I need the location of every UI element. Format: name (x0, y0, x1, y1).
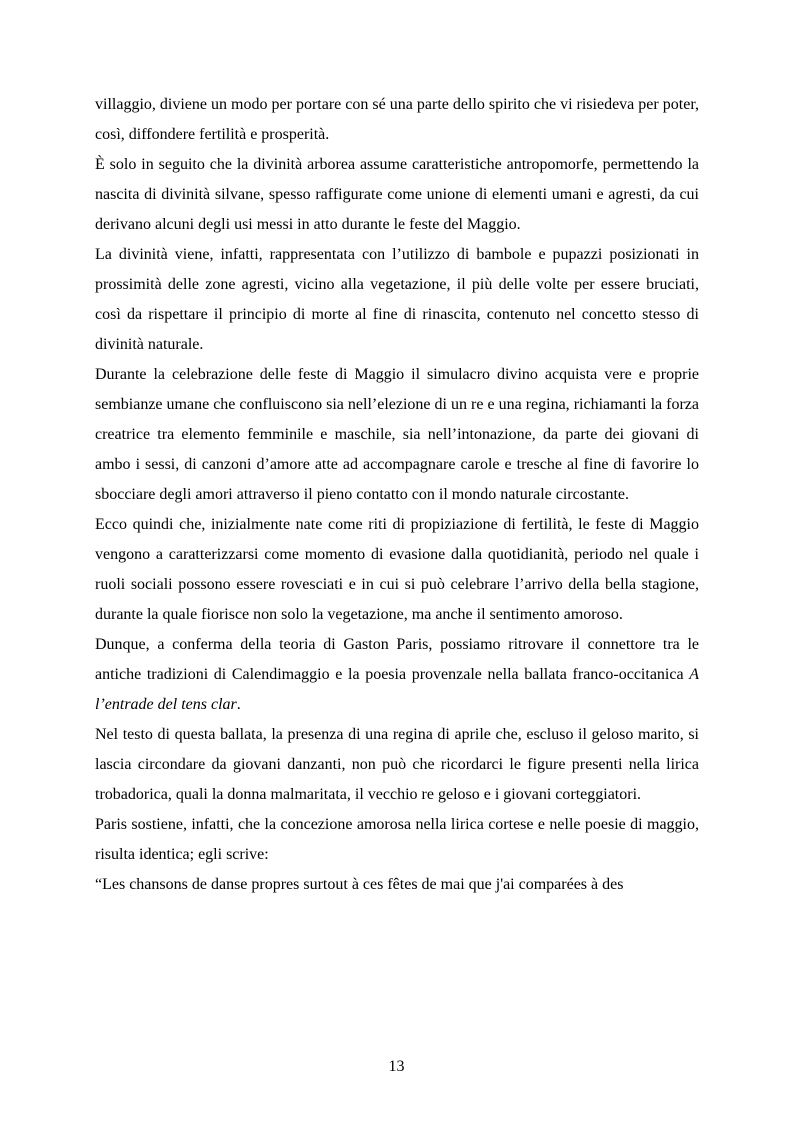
paragraph-text: . (236, 696, 241, 713)
body-text (95, 90, 699, 900)
paragraph: È solo in seguito che la divinità arborea assume caratteristiche antropomorfe, permettendo la nascita di divinità silvane, spesso raffigurate come unione di elementi umani e agresti, da cui derivano alcuni degli usi messi in atto durante le feste del Maggio. (95, 156, 699, 233)
page-number: 13 (388, 1058, 405, 1075)
quote-start: “Les chansons de danse propres surtout à ces fêtes de mai que j'ai comparées à des (95, 876, 624, 893)
paragraph-paris (95, 630, 699, 720)
paragraph: villaggio, diviene un modo per portare con sé una parte dello spirito che vi risiedeva per poter, così, diffondere fertilità e prosperità. (95, 96, 699, 143)
paragraph: Durante la celebrazione delle feste di Maggio il simulacro divino acquista vere e proprie sembianze umane che confluiscono sia nell’elezione di un re e una regina, richiamanti la forza creatrice tra elemento femminile e maschile, sia nell’intonazione, da parte dei giovani di ambo i sessi, di canzoni d’amore atte ad accompagnare carole e tresche al fine di favorire lo sbocciare degli amori attraverso il pieno contatto con il mondo naturale circostante. (95, 366, 699, 503)
paragraph: La divinità viene, infatti, rappresentata con l’utilizzo di bambole e pupazzi posizionati in prossimità delle zone agresti, vicino alla vegetazione, il più delle volte per essere bruciati, così da rispettare il principio di morte al fine di rinascita, contenuto nel concetto stesso di divinità naturale. (95, 246, 699, 353)
paragraph: Nel testo di questa ballata, la presenza di una regina di aprile che, escluso il geloso marito, si lascia circondare da giovani danzanti, non può che ricordarci le figure presenti nella lirica trobadorica, quali la donna malmaritata, il vecchio re geloso e i giovani corteggiatori. (95, 726, 699, 803)
paragraph-text: Dunque, a conferma della teoria di Gaston Paris, possiamo ritrovare il connettore tra le antiche tradizioni di Calendimaggio e la poesia provenzale nella ballata franco-occitanica (95, 636, 699, 683)
ballad-title: A l’entrade del tens clar (95, 666, 699, 713)
paragraph: Paris sostiene, infatti, che la concezione amorosa nella lirica cortese e nelle poesie di maggio, risulta identica; egli scrive: (95, 816, 699, 863)
paragraph: Ecco quindi che, inizialmente nate come riti di propiziazione di fertilità, le feste di Maggio vengono a caratterizzarsi come momento di evasione dalla quotidianità, periodo nel quale i ruoli sociali possono essere rovesciati e in cui si può celebrare l’arrivo della bella stagione, durante la quale fiorisce non solo la vegetazione, ma anche il sentimento amoroso. (95, 516, 699, 623)
